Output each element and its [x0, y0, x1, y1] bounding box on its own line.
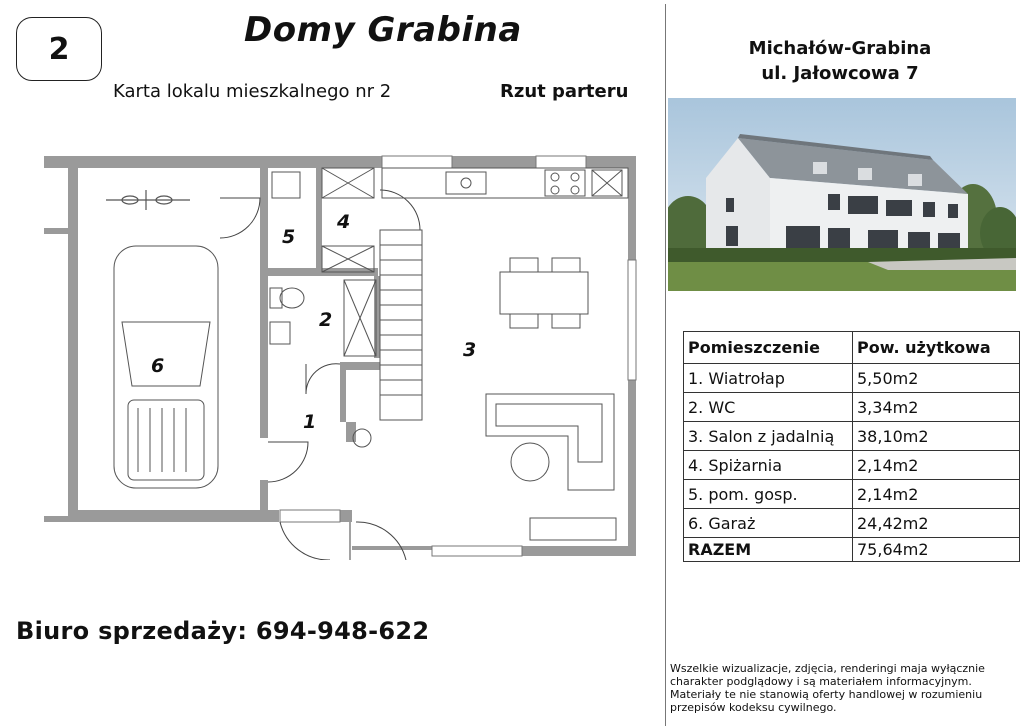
table-row [684, 480, 1020, 509]
room-area: 5,50m2 [853, 364, 1020, 393]
table-row [684, 451, 1020, 480]
area-table [683, 331, 1020, 562]
table-header-row [684, 332, 1020, 364]
sales-office-phone: Biuro sprzedaży: 694-948-622 [16, 617, 430, 645]
table-row [684, 509, 1020, 538]
room-label-1: 1 [303, 411, 317, 433]
sofa [486, 394, 616, 540]
floor-plan [40, 150, 640, 560]
room-name: 3. Salon z jadalnią [684, 422, 853, 451]
disclaimer: Wszelkie wizualizacje, zdjęcia, renderingi maja wyłącznie charakter podglądowy i są materiałem informacyjnym. Materiały te nie stanowią oferty handlowej w rozumieniu przepisów kodeksu cywilnego. [670, 662, 985, 714]
divider [665, 4, 666, 726]
room-name: 1. Wiatrołap [684, 364, 853, 393]
table-row [684, 393, 1020, 422]
header-room: Pomieszczenie [684, 332, 853, 364]
room-name: 4. Spiżarnia [684, 451, 853, 480]
house-visualization [668, 98, 1016, 291]
table-row [684, 364, 1020, 393]
page-title: Domy Grabina [244, 10, 522, 50]
room-label-3: 3 [463, 339, 477, 361]
room-label-6: 6 [151, 355, 165, 377]
total-label: RAZEM [684, 538, 853, 562]
kitchen [382, 168, 628, 198]
room-area: 2,14m2 [853, 451, 1020, 480]
room-label-2: 2 [319, 309, 333, 331]
garage-door [44, 510, 68, 516]
room-area: 24,42m2 [853, 509, 1020, 538]
room-name: 5. pom. gosp. [684, 480, 853, 509]
table-total-row [684, 538, 1020, 562]
staircase [353, 230, 422, 447]
page-subtitle: Karta lokalu mieszkalnego nr 2 [113, 81, 392, 102]
address-line-1: Michałów-Grabina [748, 38, 932, 59]
address-line-2: ul. Jałowcowa 7 [761, 63, 919, 84]
total-area: 75,64m2 [853, 538, 1020, 562]
plan-title: Rzut parteru [500, 81, 629, 102]
room-label-4: 4 [337, 211, 351, 233]
room-name: 6. Garaż [684, 509, 853, 538]
bicycle [106, 190, 190, 210]
windows [280, 156, 636, 556]
header-area: Pow. użytkowa [853, 332, 1020, 364]
room-area: 2,14m2 [853, 480, 1020, 509]
dining-table [500, 258, 588, 328]
table-row [684, 422, 1020, 451]
pantry-shelves [272, 168, 374, 272]
unit-number: 2 [48, 31, 70, 67]
room-area: 38,10m2 [853, 422, 1020, 451]
room-label-5: 5 [282, 226, 296, 248]
room-area: 3,34m2 [853, 393, 1020, 422]
unit-number-badge [16, 17, 102, 81]
address [700, 36, 980, 86]
room-name: 2. WC [684, 393, 853, 422]
car [114, 246, 218, 488]
